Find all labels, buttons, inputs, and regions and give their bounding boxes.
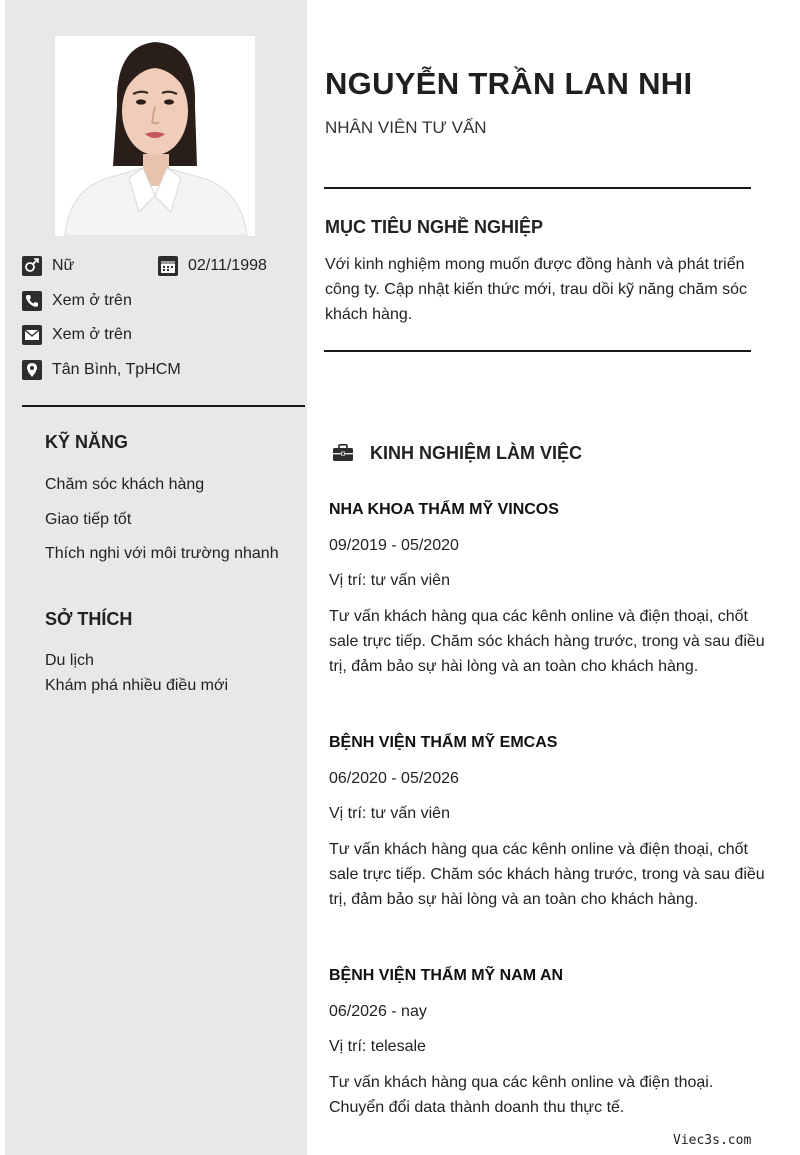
gender-value: Nữ — [52, 257, 75, 274]
hobby-item: Khám phá nhiều điều mới — [45, 677, 229, 694]
skills-heading: KỸ NĂNG — [45, 432, 129, 452]
job-position: Vị trí: tư vấn viên — [329, 572, 450, 589]
job-company: BỆNH VIỆN THẨM MỸ EMCAS — [329, 734, 558, 751]
job-entry — [329, 965, 769, 1120]
objective-text: Với kinh nghiệm mong muốn được đồng hành và phát triển công ty. Cập nhật kiến thức mới, trau dồi kỹ năng chăm sóc khách hàng. — [325, 256, 747, 323]
skill-item: Thích nghi với môi trường nhanh — [45, 545, 279, 562]
email-row — [22, 325, 132, 345]
skill-item: Chăm sóc khách hàng — [45, 476, 205, 493]
job-position: Vị trí: tư vấn viên — [329, 805, 450, 822]
job-period: 06/2020 - 05/2026 — [329, 770, 459, 787]
email-value: Xem ở trên — [52, 326, 132, 343]
job-entry — [329, 499, 769, 679]
hobbies-heading: SỞ THÍCH — [45, 609, 133, 629]
briefcase-icon — [333, 444, 353, 464]
gender-row — [22, 256, 74, 276]
candidate-name: NGUYỄN TRẦN LAN NHI — [325, 66, 693, 101]
job-description: Tư vấn khách hàng qua các kênh online và điện thoại. Chuyển đổi data thành doanh thu thực tế. — [329, 1074, 714, 1116]
address-value: Tân Bình, TpHCM — [52, 361, 181, 378]
footer-brand: Viec3s.com — [673, 1133, 752, 1148]
job-period: 06/2026 - nay — [329, 1003, 427, 1020]
calendar-icon — [158, 256, 178, 276]
phone-value: Xem ở trên — [52, 292, 132, 309]
hobby-item: Du lịch — [45, 652, 94, 669]
gender-icon — [22, 256, 42, 276]
skill-item: Giao tiếp tốt — [45, 511, 132, 528]
birthdate-row — [158, 256, 267, 276]
objective-heading: MỤC TIÊU NGHỀ NGHIỆP — [325, 217, 544, 237]
job-company: BỆNH VIỆN THẨM MỸ NAM AN — [329, 967, 564, 984]
address-row — [22, 360, 181, 380]
profile-photo — [55, 36, 255, 236]
email-icon — [22, 325, 42, 345]
sidebar-divider — [22, 405, 305, 407]
job-description: Tư vấn khách hàng qua các kênh online và điện thoại, chốt sale trực tiếp. Chăm sóc khách hàng trước, trong và sau điều trị, đảm bảo sự hài lòng và an toàn cho khách hàng. — [329, 841, 765, 908]
objective-divider — [324, 350, 751, 352]
job-position: Vị trí: telesale — [329, 1038, 426, 1055]
phone-row — [22, 291, 132, 311]
birthdate-value: 02/11/1998 — [188, 257, 267, 274]
job-period: 09/2019 - 05/2020 — [329, 537, 459, 554]
experience-heading-row — [333, 443, 582, 464]
job-entry — [329, 732, 769, 912]
job-company: NHA KHOA THẨM MỸ VINCOS — [329, 501, 559, 518]
phone-icon — [22, 291, 42, 311]
header-divider — [324, 187, 751, 189]
experience-heading: KINH NGHIỆM LÀM VIỆC — [370, 443, 583, 463]
job-description: Tư vấn khách hàng qua các kênh online và điện thoại, chốt sale trực tiếp. Chăm sóc khách hàng trước, trong và sau điều trị, đảm bảo sự hài lòng và an toàn cho khách hàng. — [329, 608, 765, 675]
candidate-title: NHÂN VIÊN TƯ VẤN — [325, 118, 487, 137]
location-pin-icon — [22, 360, 42, 380]
